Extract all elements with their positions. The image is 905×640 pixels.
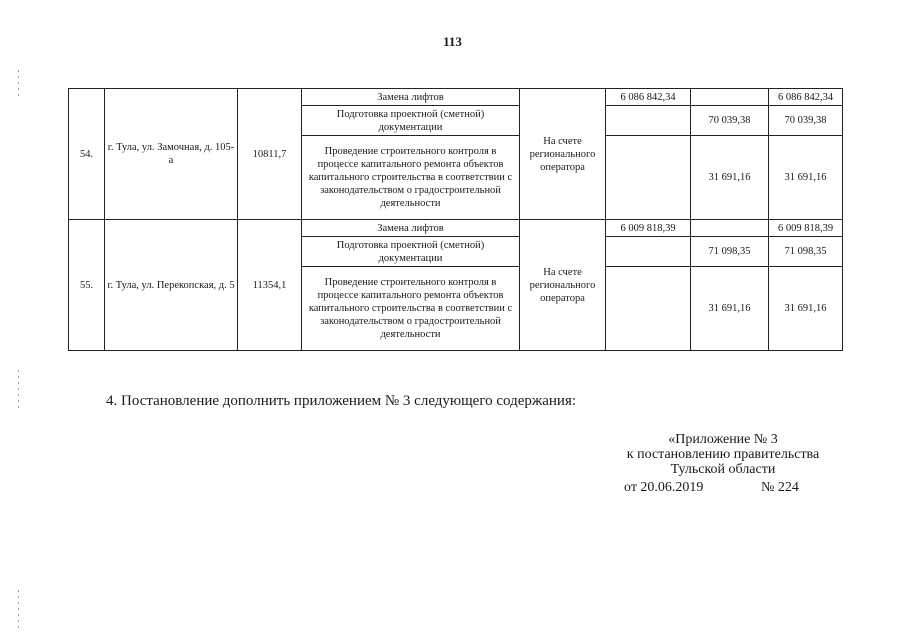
- total-cell: 6 009 818,39: [769, 220, 843, 237]
- table-row: [69, 89, 843, 106]
- total-cell: 31 691,16: [769, 136, 843, 220]
- amount-cell: [691, 89, 769, 106]
- resolution-number: № 224: [761, 480, 799, 495]
- scan-margin-mark: [18, 370, 19, 410]
- amount-cell: [606, 267, 691, 351]
- amount-cell: [606, 136, 691, 220]
- work-name: Подготовка проектной (сметной) документации: [302, 237, 520, 267]
- amount-cell: [691, 220, 769, 237]
- appendix-subtitle: к постановлению правительства: [626, 447, 820, 462]
- amount-cell: 70 039,38: [691, 106, 769, 136]
- table-row: [69, 220, 843, 237]
- appendix-title: «Приложение № 3: [668, 432, 778, 447]
- work-name: Замена лифтов: [302, 220, 520, 237]
- scan-margin-mark: [18, 590, 19, 630]
- resolution-date: от 20.06.2019: [624, 480, 704, 495]
- row-number: 54.: [69, 89, 105, 220]
- appendix-authority: Тульской области: [670, 462, 776, 477]
- work-name: Проведение строительного контроля в процессе капитального ремонта объектов капитального строительства в соответствии с законодательством о градостроительной деятельности: [302, 136, 520, 220]
- account-cell: На счете регионального оператора: [520, 220, 606, 351]
- scan-margin-mark: [18, 70, 19, 100]
- area-cell: 11354,1: [238, 220, 302, 351]
- row-number: 55.: [69, 220, 105, 351]
- amount-cell: [606, 237, 691, 267]
- total-cell: 70 039,38: [769, 106, 843, 136]
- work-name: Замена лифтов: [302, 89, 520, 106]
- repair-works-table: [68, 88, 843, 351]
- amount-cell: 6 009 818,39: [606, 220, 691, 237]
- clause-text: 4. Постановление дополнить приложением № 3 следующего содержания:: [106, 393, 577, 409]
- appendix-heading: [600, 432, 846, 477]
- address-cell: г. Тула, ул. Перекопская, д. 5: [105, 220, 238, 351]
- amount-cell: [606, 106, 691, 136]
- amount-cell: 71 098,35: [691, 237, 769, 267]
- work-name: Проведение строительного контроля в процессе капитального ремонта объектов капитального строительства в соответствии с законодательством о градостроительной деятельности: [302, 267, 520, 351]
- area-cell: 10811,7: [238, 89, 302, 220]
- amount-cell: 31 691,16: [691, 136, 769, 220]
- amount-cell: 31 691,16: [691, 267, 769, 351]
- total-cell: 31 691,16: [769, 267, 843, 351]
- page-number: 113: [443, 34, 462, 49]
- total-cell: 71 098,35: [769, 237, 843, 267]
- amount-cell: 6 086 842,34: [606, 89, 691, 106]
- total-cell: 6 086 842,34: [769, 89, 843, 106]
- work-name: Подготовка проектной (сметной) документации: [302, 106, 520, 136]
- address-cell: г. Тула, ул. Замочная, д. 105-а: [105, 89, 238, 220]
- account-cell: На счете регионального оператора: [520, 89, 606, 220]
